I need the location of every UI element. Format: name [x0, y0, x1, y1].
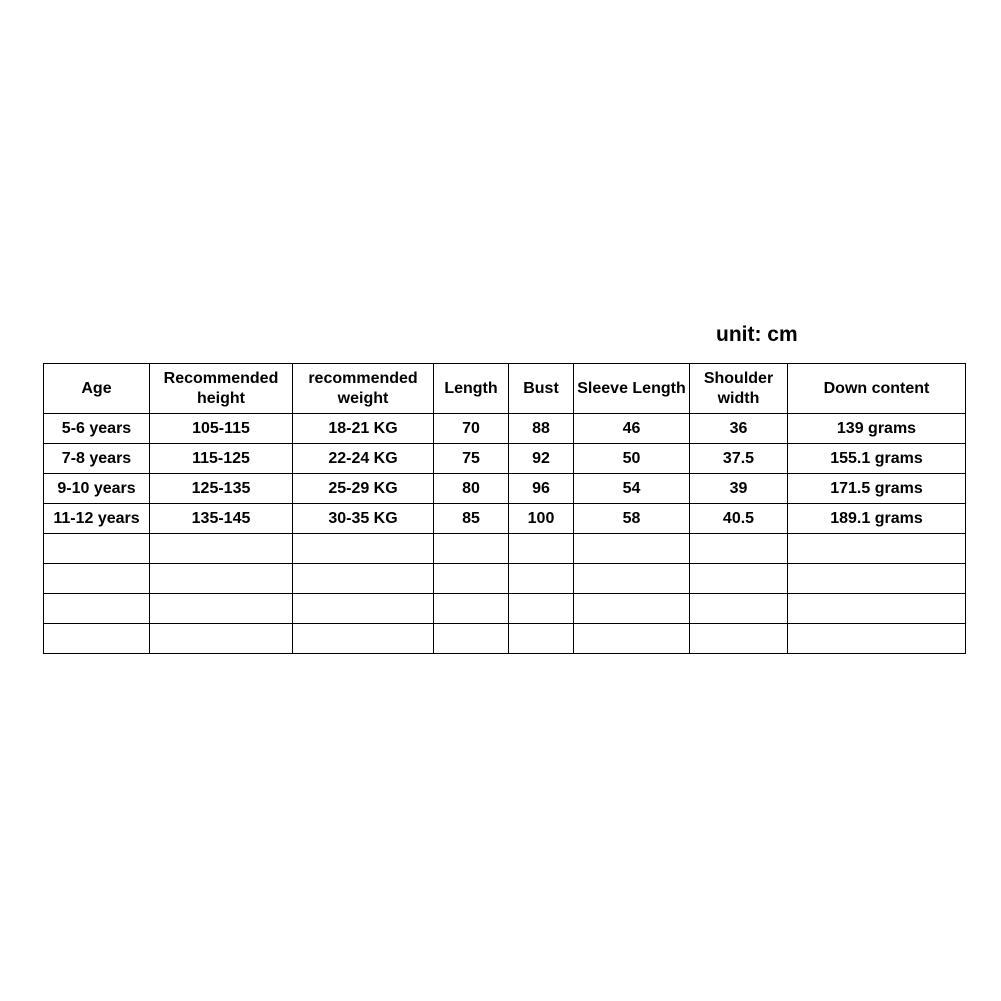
empty-cell — [293, 534, 434, 564]
sleeve-length-cell: 46 — [574, 414, 690, 444]
table-row — [44, 624, 966, 654]
empty-cell — [574, 534, 690, 564]
age-cell: 11-12 years — [44, 504, 150, 534]
table-row — [44, 594, 966, 624]
empty-cell — [44, 564, 150, 594]
empty-cell — [690, 564, 788, 594]
bust-cell: 96 — [509, 474, 574, 504]
shoulder-width-cell: 39 — [690, 474, 788, 504]
unit-label: unit: cm — [716, 323, 798, 346]
age-cell: 5-6 years — [44, 414, 150, 444]
empty-cell — [434, 534, 509, 564]
empty-cell — [690, 594, 788, 624]
sleeve-length-cell: 58 — [574, 504, 690, 534]
sleeve-length-cell: 54 — [574, 474, 690, 504]
empty-cell — [150, 624, 293, 654]
down-content-cell: 171.5 grams — [788, 474, 966, 504]
header-row — [44, 364, 966, 414]
header-recommended-weight: recommended weight — [293, 364, 434, 414]
bust-cell: 100 — [509, 504, 574, 534]
down-content-cell: 189.1 grams — [788, 504, 966, 534]
length-cell: 85 — [434, 504, 509, 534]
header-shoulder-width: Shoulder width — [690, 364, 788, 414]
table-row — [44, 474, 966, 504]
height-cell: 105-115 — [150, 414, 293, 444]
header-sleeve-length: Sleeve Length — [574, 364, 690, 414]
empty-cell — [509, 624, 574, 654]
empty-cell — [574, 594, 690, 624]
table-row — [44, 444, 966, 474]
empty-cell — [509, 534, 574, 564]
table-row — [44, 564, 966, 594]
empty-cell — [690, 624, 788, 654]
header-recommended-height: Recommended height — [150, 364, 293, 414]
length-cell: 80 — [434, 474, 509, 504]
weight-cell: 22-24 KG — [293, 444, 434, 474]
empty-cell — [434, 624, 509, 654]
empty-cell — [44, 624, 150, 654]
sleeve-length-cell: 50 — [574, 444, 690, 474]
weight-cell: 30-35 KG — [293, 504, 434, 534]
shoulder-width-cell: 36 — [690, 414, 788, 444]
empty-cell — [690, 534, 788, 564]
bust-cell: 88 — [509, 414, 574, 444]
length-cell: 75 — [434, 444, 509, 474]
empty-cell — [509, 564, 574, 594]
empty-cell — [788, 534, 966, 564]
down-content-cell: 155.1 grams — [788, 444, 966, 474]
age-cell: 7-8 years — [44, 444, 150, 474]
height-cell: 125-135 — [150, 474, 293, 504]
weight-cell: 18-21 KG — [293, 414, 434, 444]
table-row — [44, 504, 966, 534]
empty-cell — [293, 594, 434, 624]
empty-cell — [434, 564, 509, 594]
length-cell: 70 — [434, 414, 509, 444]
empty-cell — [293, 624, 434, 654]
header-age: Age — [44, 364, 150, 414]
height-cell: 115-125 — [150, 444, 293, 474]
header-length: Length — [434, 364, 509, 414]
bust-cell: 92 — [509, 444, 574, 474]
empty-cell — [788, 624, 966, 654]
header-down-content: Down content — [788, 364, 966, 414]
down-content-cell: 139 grams — [788, 414, 966, 444]
empty-cell — [434, 594, 509, 624]
shoulder-width-cell: 40.5 — [690, 504, 788, 534]
empty-cell — [150, 594, 293, 624]
height-cell: 135-145 — [150, 504, 293, 534]
empty-cell — [509, 594, 574, 624]
empty-cell — [788, 564, 966, 594]
empty-cell — [574, 564, 690, 594]
empty-cell — [788, 594, 966, 624]
empty-cell — [44, 534, 150, 564]
empty-cell — [150, 534, 293, 564]
empty-cell — [293, 564, 434, 594]
empty-cell — [574, 624, 690, 654]
empty-cell — [150, 564, 293, 594]
weight-cell: 25-29 KG — [293, 474, 434, 504]
table-row — [44, 534, 966, 564]
header-bust: Bust — [509, 364, 574, 414]
empty-cell — [44, 594, 150, 624]
size-chart-table — [43, 363, 966, 654]
shoulder-width-cell: 37.5 — [690, 444, 788, 474]
table-row — [44, 414, 966, 444]
age-cell: 9-10 years — [44, 474, 150, 504]
